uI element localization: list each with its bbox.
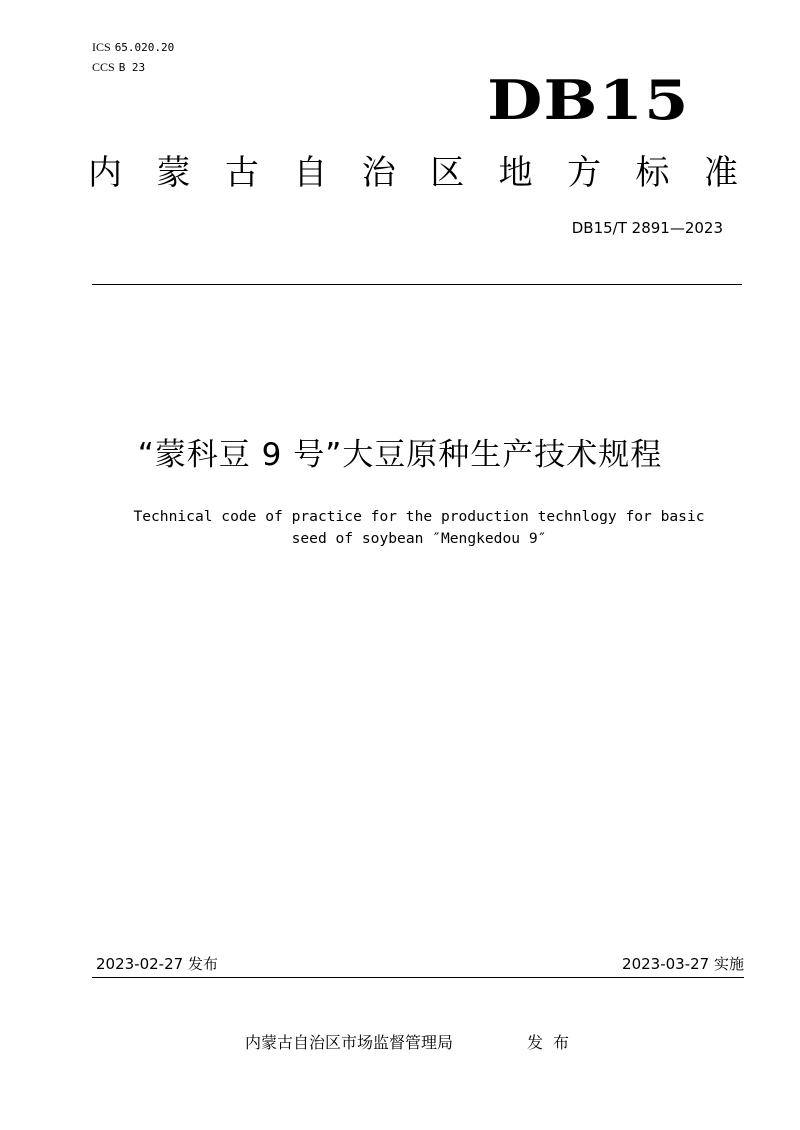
standard-type-char: 地	[498, 153, 533, 193]
standard-type-char: 古	[224, 153, 259, 193]
standard-type-char: 蒙	[156, 153, 191, 193]
ics-value: 65.020.20	[114, 41, 175, 54]
ics-code	[92, 40, 174, 55]
ics-label: ICS	[92, 40, 111, 54]
standard-type-char: 区	[430, 153, 465, 193]
standard-type-char: 准	[703, 153, 738, 193]
standard-type-char: 自	[293, 153, 328, 193]
issuer-name: 内蒙古自治区市场监督管理局	[245, 1033, 454, 1052]
issue-date: 2023-02-27 发布	[96, 955, 218, 973]
issuer-action: 发布	[527, 1033, 580, 1052]
standard-type-char: 治	[361, 153, 396, 193]
db15-logo: DB15	[487, 68, 690, 132]
standard-type-char: 内	[88, 153, 122, 193]
bottom-divider	[92, 977, 744, 978]
title-english-line-1: Technical code of practice for the production technlogy for basic	[133, 508, 705, 525]
implementation-date: 2023-03-27 实施	[622, 955, 744, 973]
top-divider	[92, 284, 742, 285]
standard-type	[88, 152, 738, 194]
ccs-label: CCS	[92, 60, 115, 74]
standard-type-char: 标	[635, 153, 670, 193]
title-english	[0, 506, 800, 550]
ccs-code	[92, 60, 145, 75]
standard-number: DB15/T 2891—2023	[571, 219, 723, 237]
ccs-value: B 23	[118, 61, 146, 74]
title-english-line-2: seed of soybean ″Mengkedou 9″	[291, 530, 547, 547]
title-chinese: “蒙科豆 9 号”大豆原种生产技术规程	[137, 437, 663, 473]
standard-type-char: 方	[567, 153, 602, 193]
